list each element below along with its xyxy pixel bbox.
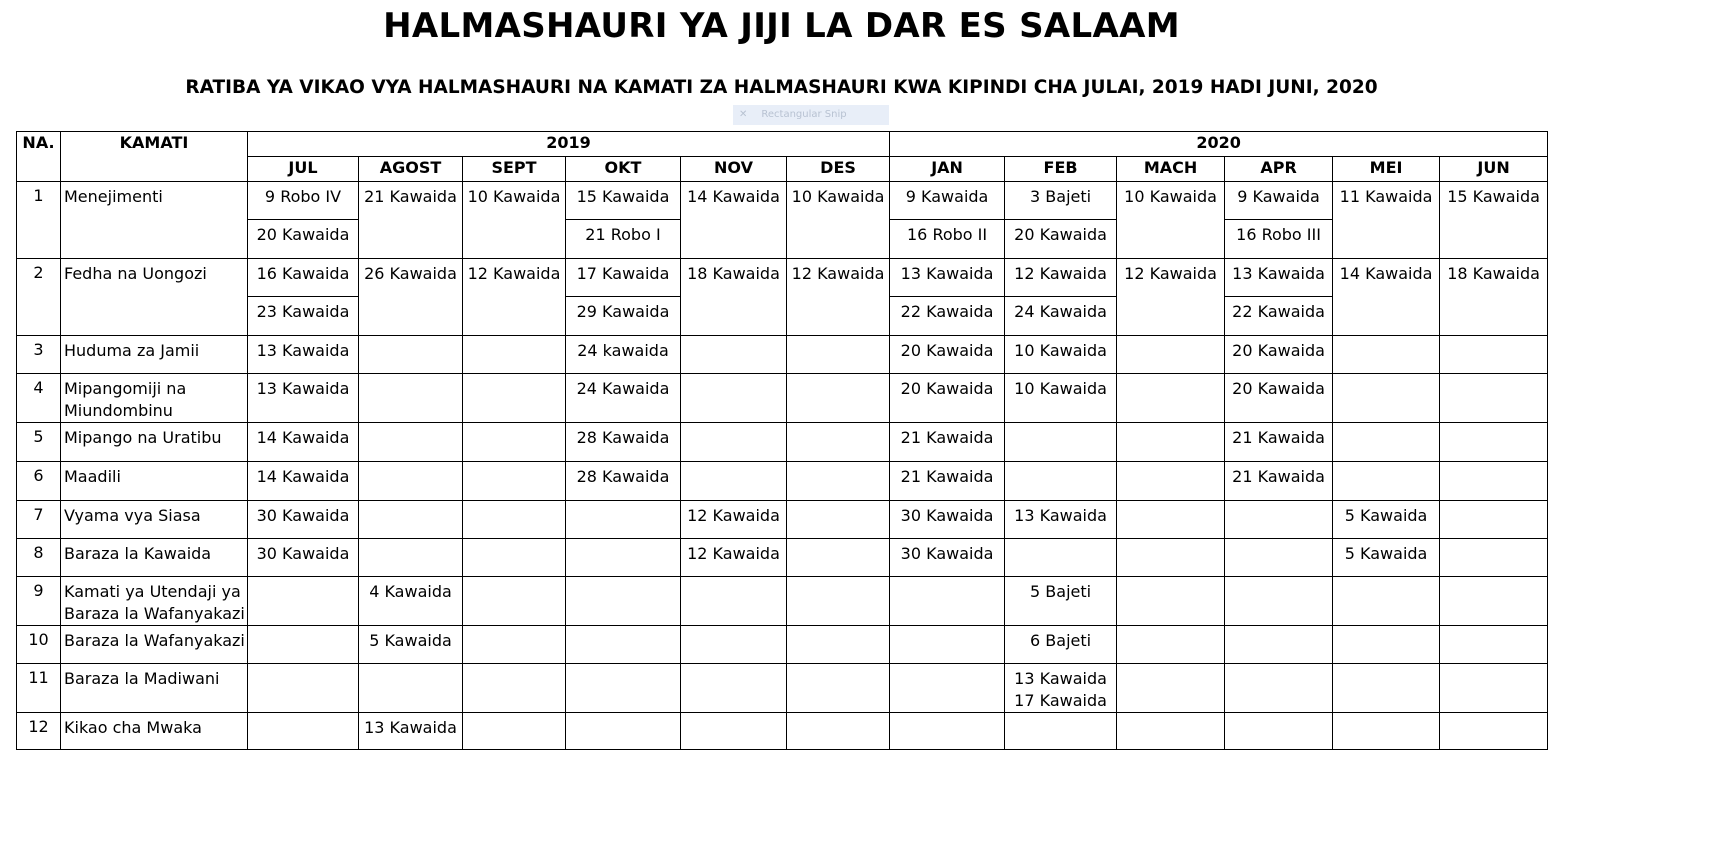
schedule-cell [1333,423,1440,462]
schedule-cell [890,501,1005,539]
row-number: 1 [17,182,61,259]
schedule-cell [681,182,787,259]
schedule-cell [787,182,890,259]
schedule-cell [463,713,566,750]
schedule-cell [1005,501,1117,539]
meeting-entry: 14 Kawaida [687,187,780,206]
committee-name: Baraza la Wafanyakazi [61,626,248,664]
snip-label: Rectangular Snip [761,109,847,120]
schedule-cell [566,539,681,577]
schedule-cell [1005,374,1117,423]
rectangular-snip-overlay[interactable] [733,105,889,125]
meeting-entry: 4 Kawaida [369,582,452,601]
schedule-cell [566,501,681,539]
schedule-cell [463,577,566,626]
committee-name: Kamati ya Utendaji ya Baraza la Wafanyakazi [61,577,248,626]
schedule-cell [248,539,359,577]
schedule-cell [787,501,890,539]
schedule-cell [1117,259,1225,336]
schedule-cell [1225,462,1333,501]
header-month-jan: JAN [890,157,1005,182]
schedule-cell [1225,664,1333,713]
schedule-cell [1117,423,1225,462]
schedule-cell [566,577,681,626]
meeting-entry: 24 Kawaida [576,379,670,398]
schedule-cell [359,336,463,374]
meeting-entry: 20 Kawaida [1232,341,1325,360]
schedule-cell [787,336,890,374]
meeting-entry: 13 Kawaida [1014,669,1107,688]
committee-name: Mipango na Uratibu [61,423,248,462]
meeting-entry: 20 Kawaida [900,341,994,360]
schedule-cell [1225,374,1333,423]
meeting-entry: 16 Robo III [1236,225,1321,244]
schedule-cell [359,577,463,626]
meeting-entry: 30 Kawaida [900,544,994,563]
row-number: 3 [17,336,61,374]
meeting-entry: 13 Kawaida [890,259,1004,297]
schedule-cell [1005,182,1117,259]
schedule-cell [248,462,359,501]
header-no: NA. [17,132,61,182]
schedule-cell [681,462,787,501]
meeting-entry: 17 Kawaida [566,259,680,297]
meeting-entry: 13 Kawaida [256,379,350,398]
schedule-cell [1440,539,1548,577]
meeting-entry: 16 Kawaida [248,259,358,297]
schedule-cell [248,374,359,423]
meeting-entry: 9 Kawaida [890,182,1004,220]
schedule-cell [248,182,359,259]
committee-name: Menejimenti [61,182,248,259]
meeting-entry: 21 Robo I [585,225,661,244]
schedule-cell [248,259,359,336]
schedule-cell [787,423,890,462]
committee-name: Baraza la Kawaida [61,539,248,577]
schedule-cell [681,539,787,577]
schedule-cell [463,374,566,423]
schedule-cell [787,259,890,336]
meeting-entry: 10 Kawaida [1014,341,1107,360]
meeting-entry: 17 Kawaida [1014,691,1107,710]
meeting-entry: 12 Kawaida [687,506,780,525]
header-month-jul: JUL [248,157,359,182]
meeting-entry: 13 Kawaida [1225,259,1332,297]
close-icon[interactable]: ✕ [739,109,748,120]
header-month-sept: SEPT [463,157,566,182]
schedule-cell [1440,501,1548,539]
meeting-entry: 30 Kawaida [256,544,350,563]
meeting-entry: 21 Kawaida [900,467,994,486]
row-number: 6 [17,462,61,501]
schedule-cell [1333,374,1440,423]
schedule-cell [681,577,787,626]
schedule-cell [1117,182,1225,259]
row-number: 2 [17,259,61,336]
meeting-entry: 18 Kawaida [1447,264,1540,283]
meeting-entry: 20 Kawaida [1232,379,1325,398]
schedule-cell [359,374,463,423]
schedule-cell [1117,664,1225,713]
committee-name: Huduma za Jamii [61,336,248,374]
schedule-cell [566,626,681,664]
row-number: 7 [17,501,61,539]
schedule-cell [1117,577,1225,626]
meeting-entry: 14 Kawaida [256,428,350,447]
schedule-cell [1333,182,1440,259]
schedule-cell [1225,336,1333,374]
schedule-cell [463,336,566,374]
schedule-cell [1005,336,1117,374]
meeting-entry: 9 Kawaida [1225,182,1332,220]
meeting-entry: 11 Kawaida [1339,187,1433,206]
meeting-entry: 30 Kawaida [900,506,994,525]
meeting-entry: 20 Kawaida [900,379,994,398]
table-row [17,626,1548,664]
schedule-cell [463,664,566,713]
schedule-cell [890,626,1005,664]
header-kamati: KAMATI [61,132,248,182]
meeting-entry: 10 Kawaida [1124,187,1217,206]
table-row [17,336,1548,374]
schedule-cell [681,374,787,423]
schedule-cell [248,501,359,539]
meeting-entry: 21 Kawaida [900,428,994,447]
schedule-cell [359,713,463,750]
committee-name: Vyama vya Siasa [61,501,248,539]
schedule-cell [463,182,566,259]
header-year-2019: 2019 [248,132,890,157]
schedule-cell [681,259,787,336]
schedule-cell [463,626,566,664]
schedule-cell [463,423,566,462]
schedule-cell [1117,462,1225,501]
meeting-entry: 15 Kawaida [566,182,680,220]
table-row [17,577,1548,626]
schedule-cell [1333,501,1440,539]
schedule-cell [1005,423,1117,462]
schedule-cell [681,336,787,374]
schedule-cell [681,423,787,462]
header-month-mach: MACH [1117,157,1225,182]
schedule-cell [463,501,566,539]
schedule-cell [1225,501,1333,539]
schedule-cell [1005,539,1117,577]
schedule-cell [248,423,359,462]
schedule-cell [359,259,463,336]
schedule-cell [1005,462,1117,501]
schedule-cell [566,336,681,374]
table-row [17,423,1548,462]
meeting-entry: 14 Kawaida [256,467,350,486]
schedule-cell [681,626,787,664]
schedule-cell [1225,539,1333,577]
meeting-entry: 10 Kawaida [467,187,561,206]
meeting-entry: 5 Kawaida [1344,506,1428,525]
meeting-entry: 12 Kawaida [687,544,780,563]
schedule-cell [890,713,1005,750]
row-number: 8 [17,539,61,577]
schedule-cell [1333,664,1440,713]
meeting-entry: 24 Kawaida [1014,302,1107,321]
schedule-cell [787,577,890,626]
schedule-cell [890,664,1005,713]
header-year-2020: 2020 [890,132,1548,157]
meeting-entry: 5 Bajeti [1030,582,1092,601]
meeting-entry: 9 Robo IV [248,182,358,220]
schedule-cell [1440,423,1548,462]
meeting-entry: 16 Robo II [907,225,988,244]
schedule-cell [1440,374,1548,423]
schedule-cell [1333,626,1440,664]
committee-name: Mipangomiji na Miundombinu [61,374,248,423]
meeting-entry: 10 Kawaida [1014,379,1107,398]
meeting-entry: 30 Kawaida [256,506,350,525]
schedule-cell [359,182,463,259]
schedule-cell [1333,336,1440,374]
meeting-entry: 12 Kawaida [467,264,561,283]
meeting-entry: 5 Kawaida [1344,544,1428,563]
meeting-entry: 20 Kawaida [256,225,350,244]
meeting-entry: 12 Kawaida [1124,264,1217,283]
schedule-cell [1005,259,1117,336]
meeting-entry: 23 Kawaida [256,302,350,321]
schedule-cell [787,374,890,423]
committee-name: Maadili [61,462,248,501]
row-number: 11 [17,664,61,713]
schedule-cell [787,664,890,713]
schedule-cell [890,423,1005,462]
schedule-cell [1117,539,1225,577]
meeting-entry: 6 Bajeti [1030,631,1092,650]
schedule-cell [787,713,890,750]
schedule-cell [890,539,1005,577]
meeting-entry: 28 Kawaida [576,467,670,486]
schedule-cell [248,713,359,750]
schedule-cell [566,462,681,501]
row-number: 9 [17,577,61,626]
schedule-cell [359,664,463,713]
meeting-entry: 18 Kawaida [687,264,780,283]
committee-name: Fedha na Uongozi [61,259,248,336]
meeting-entry: 20 Kawaida [1014,225,1107,244]
schedule-cell [566,374,681,423]
schedule-cell [1440,664,1548,713]
table-row [17,182,1548,259]
schedule-cell [1333,713,1440,750]
table-row [17,259,1548,336]
schedule-cell [1225,259,1333,336]
schedule-cell [359,423,463,462]
schedule-cell [1440,462,1548,501]
table-row [17,664,1548,713]
schedule-cell [1005,626,1117,664]
header-month-apr: APR [1225,157,1333,182]
schedule-cell [359,539,463,577]
schedule-cell [566,664,681,713]
schedule-cell [1225,423,1333,462]
schedule-cell [681,501,787,539]
table-row [17,539,1548,577]
row-number: 5 [17,423,61,462]
schedule-cell [1440,259,1548,336]
schedule-cell [787,462,890,501]
schedule-cell [566,423,681,462]
meeting-entry: 21 Kawaida [1232,428,1325,447]
schedule-cell [1005,664,1117,713]
meeting-entry: 10 Kawaida [791,187,885,206]
schedule-cell [359,501,463,539]
meeting-entry: 22 Kawaida [900,302,994,321]
schedule-cell [1117,336,1225,374]
schedule-cell [1333,259,1440,336]
meeting-entry: 12 Kawaida [1005,259,1116,297]
schedule-cell [1333,539,1440,577]
schedule-cell [248,664,359,713]
table-row [17,713,1548,750]
committee-name: Kikao cha Mwaka [61,713,248,750]
page-title: HALMASHAURI YA JIJI LA DAR ES SALAAM [383,6,1180,46]
schedule-cell [1440,182,1548,259]
table-row [17,501,1548,539]
meeting-entry: 29 Kawaida [576,302,670,321]
meeting-entry: 13 Kawaida [1014,506,1107,525]
schedule-cell [566,259,681,336]
row-number: 4 [17,374,61,423]
schedule-cell [1225,713,1333,750]
schedule-cell [463,259,566,336]
schedule-cell [1440,336,1548,374]
schedule-cell [787,539,890,577]
schedule-cell [1440,577,1548,626]
meeting-entry: 3 Bajeti [1005,182,1116,220]
schedule-cell [890,259,1005,336]
header-month-agost: AGOST [359,157,463,182]
meeting-entry: 12 Kawaida [791,264,885,283]
schedule-cell [1117,501,1225,539]
page-subtitle: RATIBA YA VIKAO VYA HALMASHAURI NA KAMATI ZA HALMASHAURI KWA KIPINDI CHA JULAI, 2019 HADI JUNI, 2020 [185,77,1378,98]
meeting-entry: 15 Kawaida [1447,187,1540,206]
meeting-entry: 21 Kawaida [364,187,457,206]
schedule-cell [787,626,890,664]
schedule-cell [1225,577,1333,626]
schedule-cell [248,577,359,626]
schedule-cell [1117,713,1225,750]
schedule-cell [890,336,1005,374]
schedule-cell [566,182,681,259]
schedule-cell [1117,626,1225,664]
schedule-cell [463,462,566,501]
schedule-cell [463,539,566,577]
meeting-entry: 26 Kawaida [364,264,457,283]
row-number: 12 [17,713,61,750]
schedule-cell [359,462,463,501]
header-month-des: DES [787,157,890,182]
meeting-entry: 21 Kawaida [1232,467,1325,486]
meeting-entry: 5 Kawaida [369,631,452,650]
schedule-cell [890,182,1005,259]
meeting-entry: 22 Kawaida [1232,302,1325,321]
table-row [17,374,1548,423]
header-month-jun: JUN [1440,157,1548,182]
schedule-cell [1333,462,1440,501]
committee-name: Baraza la Madiwani [61,664,248,713]
schedule-cell [1440,626,1548,664]
schedule-cell [1225,182,1333,259]
schedule-cell [681,713,787,750]
schedule-cell [1117,374,1225,423]
meeting-entry: 13 Kawaida [364,718,457,737]
schedule-cell [890,374,1005,423]
schedule-cell [248,626,359,664]
meeting-entry: 13 Kawaida [256,341,350,360]
schedule-cell [890,577,1005,626]
schedule-cell [681,664,787,713]
schedule-cell [1333,577,1440,626]
schedule-cell [566,713,681,750]
meeting-entry: 14 Kawaida [1339,264,1433,283]
header-month-feb: FEB [1005,157,1117,182]
meeting-entry: 24 kawaida [577,341,669,360]
table-row [17,462,1548,501]
schedule-cell [1440,713,1548,750]
schedule-table [16,131,1548,750]
schedule-cell [1005,577,1117,626]
schedule-cell [1225,626,1333,664]
meeting-entry: 28 Kawaida [576,428,670,447]
schedule-cell [1005,713,1117,750]
row-number: 10 [17,626,61,664]
schedule-cell [890,462,1005,501]
schedule-cell [248,336,359,374]
schedule-cell [359,626,463,664]
header-month-nov: NOV [681,157,787,182]
header-month-okt: OKT [566,157,681,182]
header-month-mei: MEI [1333,157,1440,182]
